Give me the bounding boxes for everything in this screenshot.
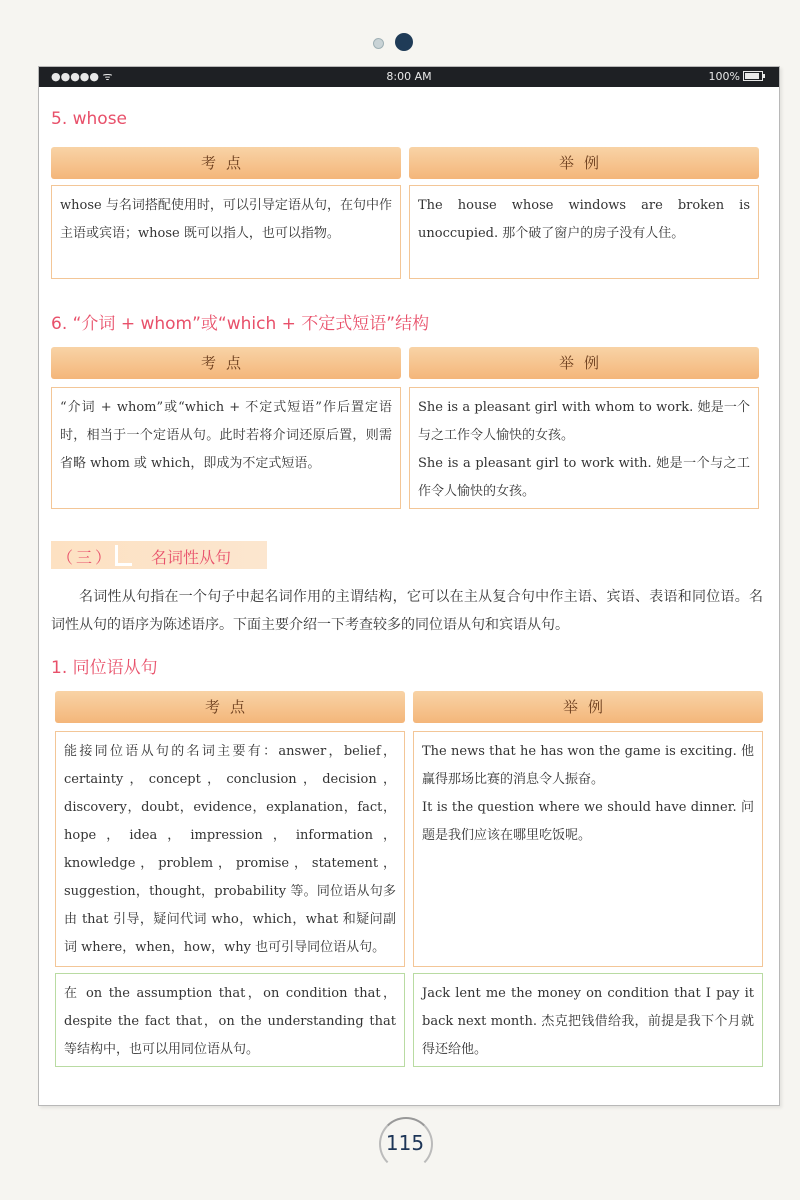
section-title-prep-whom: 6. “介词 + whom”或“which + 不定式短语”结构 xyxy=(51,314,430,334)
page-number: 115 xyxy=(385,1131,425,1155)
battery-percent: 100% xyxy=(708,70,740,83)
table-cell-example: She is a pleasant girl with whom to work. 她是一个与之工作令人愉快的女孩。 She is a pleasant girl to work with. 她是一个与之工作令人愉快的女孩。 xyxy=(409,387,759,509)
status-battery xyxy=(709,70,763,83)
table-header-kaodian: 考点 xyxy=(51,147,401,179)
part-title: 名词性从句 xyxy=(151,548,232,567)
status-time: 8:00 AM xyxy=(386,70,432,83)
table-cell-example: The house whose windows are broken is unoccupied. 那个破了窗户的房子没有人住。 xyxy=(409,185,759,279)
status-bar xyxy=(39,67,779,87)
camera-icon xyxy=(395,33,413,51)
table-cell-example: Jack lent me the money on condition that I pay it back next month. 杰克把钱借给我，前提是我下个月就得还给他。 xyxy=(413,973,763,1067)
signal-wifi-icon: ●●●●● ᯤ xyxy=(51,70,113,83)
table-header-juli: 举例 xyxy=(409,347,759,379)
table-cell-point: “介词 + whom”或“which + 不定式短语”作后置定语时，相当于一个定语从句。此时若将介词还原后置，则需省略 whom 或 which，即成为不定式短语。 xyxy=(51,387,401,509)
table-cell-example: The news that he has won the game is exciting. 他赢得那场比赛的消息令人振奋。 It is the question where we should have dinner. 问题是我们应该在哪里吃饭呢。 xyxy=(413,731,763,967)
table-cell-point: 能接同位语从句的名词主要有：answer，belief，certainty，concept，conclusion，decision，discovery，doubt，evidence，explanation，fact，hope，idea，impression，information，knowledge，problem，promise，statement，suggestion，thought，probability 等。同位语从句多由 that 引导，疑问代词 who，which，what 和疑问副词 where，when，how，why 也可引导同位语从句。 xyxy=(55,731,405,967)
table-cell-point: 在 on the assumption that，on condition that，despite the fact that，on the understanding that 等结构中，也可以用同位语从句。 xyxy=(55,973,405,1067)
table-header-kaodian: 考点 xyxy=(51,347,401,379)
table-header-kaodian: 考点 xyxy=(55,691,405,723)
page-number-badge xyxy=(375,1117,435,1167)
table-header-juli: 举例 xyxy=(409,147,759,179)
tablet-screen xyxy=(38,66,780,1106)
device-top-bezel xyxy=(0,0,800,66)
section-title-appositive: 1. 同位语从句 xyxy=(51,658,158,678)
corner-arrow-icon xyxy=(115,545,132,566)
intro-paragraph: 名词性从句指在一个句子中起名词作用的主谓结构，它可以在主从复合句中作主语、宾语、表语和同位语。名词性从句的语序为陈述语序。下面主要介绍一下考查较多的同位语从句和宾语从句。 xyxy=(51,589,763,633)
table-cell-point: whose 与名词搭配使用时，可以引导定语从句，在句中作主语或宾语；whose 既可以指人，也可以指物。 xyxy=(51,185,401,279)
battery-icon xyxy=(743,71,763,81)
table-header-juli: 举例 xyxy=(413,691,763,723)
part-number: （三） xyxy=(57,548,115,567)
sensor-icon xyxy=(373,38,384,49)
section-title-whose: 5. whose xyxy=(51,109,128,129)
part-heading xyxy=(51,541,267,569)
